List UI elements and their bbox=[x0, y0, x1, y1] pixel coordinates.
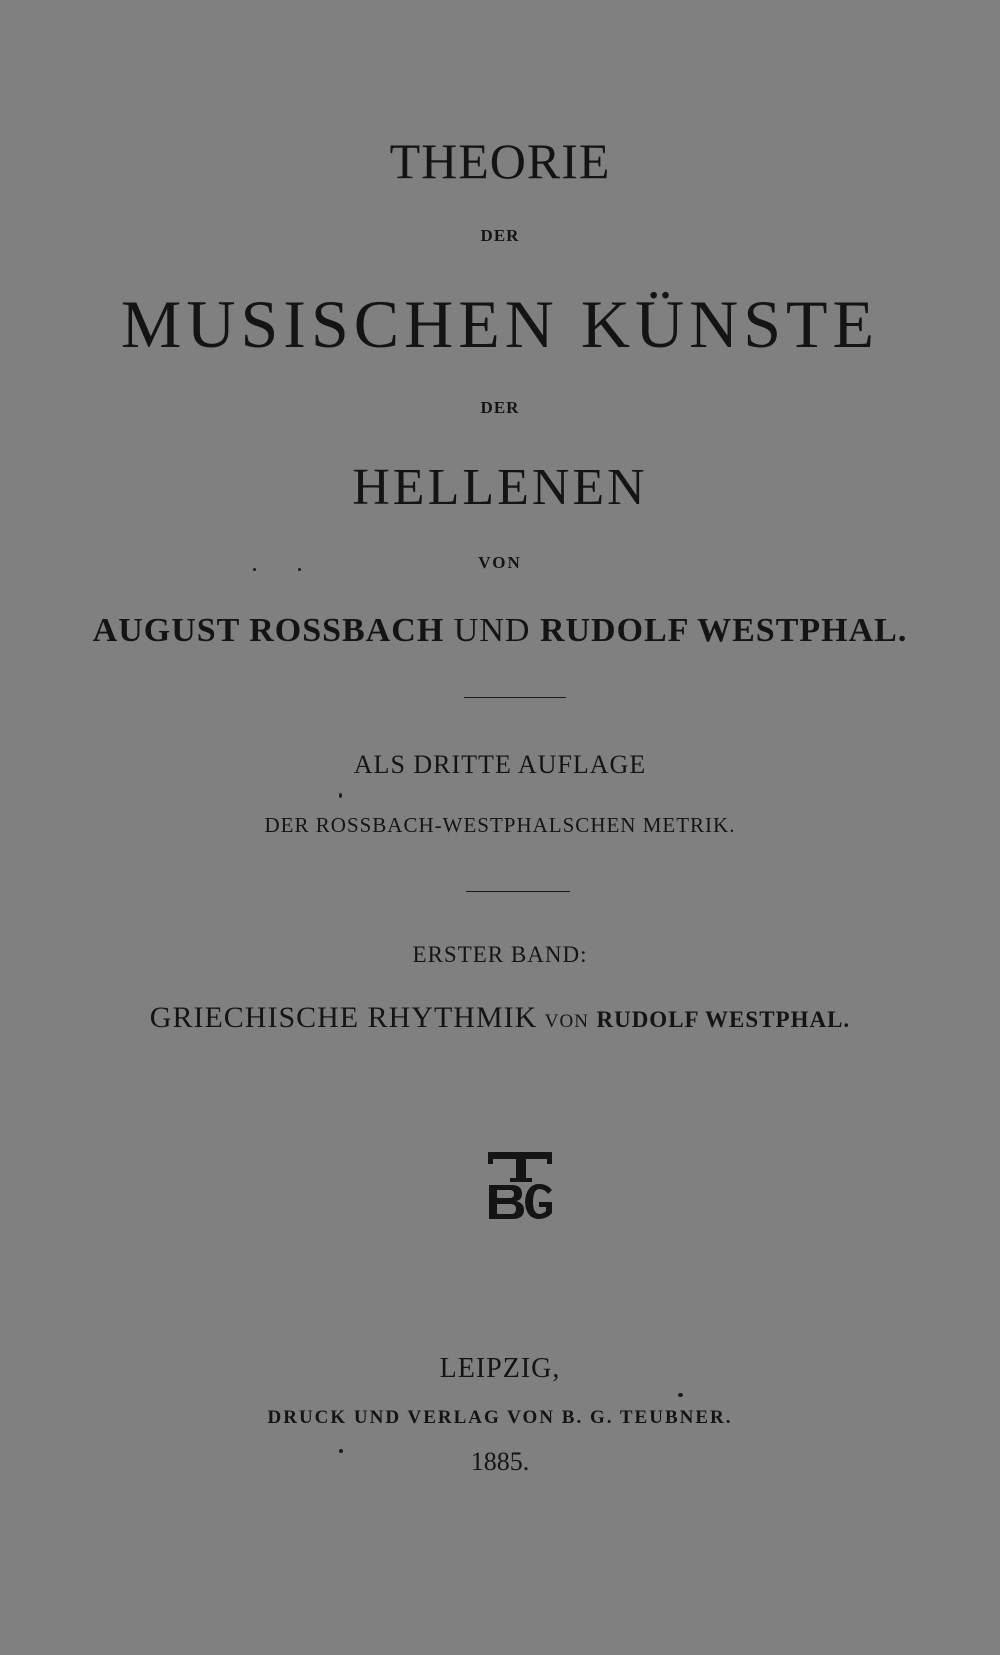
connector-der-1: DER bbox=[480, 226, 520, 245]
volume-label: ERSTER BAND: bbox=[412, 942, 588, 967]
imprint-publisher: DRUCK UND VERLAG VON B. G. TEUBNER. bbox=[267, 1407, 733, 1428]
author-westphal: RUDOLF WESTPHAL. bbox=[539, 612, 908, 649]
volume-title-line bbox=[0, 1003, 1000, 1033]
title-line-musischen-kunste: MUSISCHEN KÜNSTE bbox=[120, 286, 880, 362]
by-label: VON bbox=[478, 553, 522, 572]
ink-speck bbox=[253, 568, 256, 571]
ink-speck bbox=[298, 568, 301, 571]
ink-speck bbox=[339, 793, 342, 798]
imprint-year: 1885. bbox=[470, 1447, 530, 1476]
bg-monogram-icon bbox=[486, 1152, 556, 1220]
authors-line bbox=[0, 614, 1000, 648]
authors-and: UND bbox=[453, 612, 531, 649]
edition-line: ALS DRITTE AUFLAGE bbox=[353, 750, 647, 779]
ink-speck bbox=[339, 1449, 343, 1453]
divider-rule-1 bbox=[464, 697, 566, 698]
volume-by: VON bbox=[544, 1011, 589, 1032]
imprint-city: LEIPZIG, bbox=[439, 1353, 561, 1384]
author-rossbach: AUGUST ROSSBACH bbox=[92, 612, 445, 649]
volume-author: RUDOLF WESTPHAL. bbox=[596, 1007, 851, 1032]
title-line-theorie: THEORIE bbox=[389, 133, 611, 189]
divider-rule-2 bbox=[466, 891, 570, 892]
connector-der-2: DER bbox=[480, 398, 520, 417]
volume-title: GRIECHISCHE RHYTHMIK bbox=[149, 1001, 538, 1034]
ink-speck bbox=[678, 1393, 683, 1397]
title-line-hellenen: HELLENEN bbox=[352, 459, 648, 516]
edition-subline: DER ROSSBACH-WESTPHALSCHEN METRIK. bbox=[264, 813, 736, 837]
